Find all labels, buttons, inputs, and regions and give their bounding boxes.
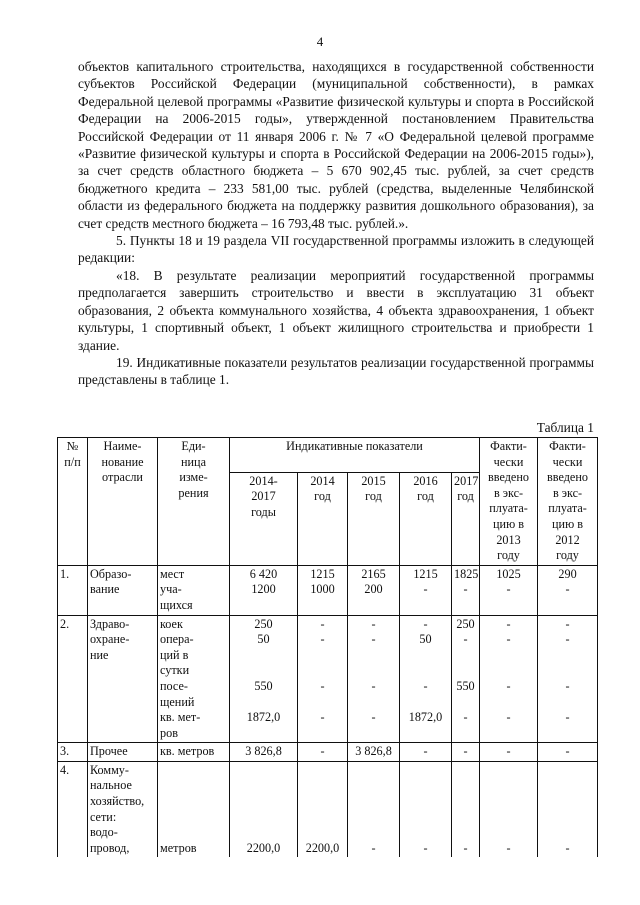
- cell-value: - - - -: [538, 615, 598, 743]
- header-2017: 2017 год: [452, 472, 480, 565]
- cell-sector: Образо- вание: [88, 565, 158, 615]
- cell-unit: кв. метров: [158, 743, 230, 762]
- header-2015: 2015 год: [348, 472, 400, 565]
- paragraph-item-19: 19. Индикативные показатели результатов реализации государственной программы представлены в таблице 1.: [78, 354, 594, 388]
- cell-sector: Здраво- охране- ние: [88, 615, 158, 743]
- cell-value: 2165 200: [348, 565, 400, 615]
- cell-value: - 50 - 1872,0: [400, 615, 452, 743]
- table-row: [58, 761, 598, 857]
- cell-unit: коек опера- ций в сутки посе- щений кв. мет- ров: [158, 615, 230, 743]
- cell-value: -: [298, 743, 348, 762]
- indicators-table: [57, 437, 598, 857]
- cell-sector: Комму- нальное хозяйство, сети: водо- провод,: [88, 761, 158, 857]
- header-row-group: [58, 438, 598, 473]
- cell-value: - - - -: [480, 615, 538, 743]
- cell-value: - - - -: [298, 615, 348, 743]
- header-actual-2013: Факти- чески введено в экс- плуата- цию в 2013 году: [480, 438, 538, 566]
- cell-value: 6 420 1200: [230, 565, 298, 615]
- cell-value: 2200,0: [230, 761, 298, 857]
- cell-value: 290 -: [538, 565, 598, 615]
- cell-value: -: [348, 761, 400, 857]
- cell-value: 1825 -: [452, 565, 480, 615]
- cell-value: 3 826,8: [230, 743, 298, 762]
- cell-sector: Прочее: [88, 743, 158, 762]
- header-2014: 2014 год: [298, 472, 348, 565]
- cell-value: 1025 -: [480, 565, 538, 615]
- cell-value: -: [400, 761, 452, 857]
- cell-value: -: [400, 743, 452, 762]
- cell-value: 3 826,8: [348, 743, 400, 762]
- table-row: [58, 615, 598, 743]
- cell-num: 1.: [58, 565, 88, 615]
- paragraph-item-5: 5. Пункты 18 и 19 раздела VII государственной программы изложить в следующей редакции:: [78, 233, 594, 266]
- header-2016: 2016 год: [400, 472, 452, 565]
- cell-unit: метров: [158, 761, 230, 857]
- header-2014-2017: 2014- 2017 годы: [230, 472, 298, 565]
- cell-value: -: [480, 761, 538, 857]
- header-num: № п/п: [58, 438, 88, 566]
- header-indicators: Индикативные показатели: [230, 438, 480, 473]
- cell-num: 4.: [58, 761, 88, 857]
- cell-value: -: [452, 761, 480, 857]
- header-unit: Еди- ница изме- рения: [158, 438, 230, 566]
- cell-value: 2200,0: [298, 761, 348, 857]
- cell-num: 2.: [58, 615, 88, 743]
- cell-value: - - - -: [348, 615, 400, 743]
- paragraph-continuation: объектов капитального строительства, находящихся в государственной собственности субъектов Российской Федерации (муниципальной собственности), в рамках Федеральной целевой программы «Развитие физической культуры и спорта в Российской Федерации на 2006-2015 годы», утвержденной постановлением Правительства Российской Федерации от 11 января 2006 г. № 7 «О Федеральной целевой программе «Развитие физической культуры и спорта в Российской Федерации на 2006-2015 годы»), за счет средств областного бюджета – 5 670 902,45 тыс. рублей, за счет средств бюджетного кредита – 233 581,00 тыс. рублей (средства, выделенные Челябинской области из федерального бюджета на поддержку развития дошкольного образования), за счет средств местного бюджета – 16 793,48 тыс. рублей.».: [78, 59, 594, 231]
- paragraph-item-18: «18. В результате реализации мероприятий государственной программы предполагается завершить строительство и ввести в эксплуатацию 31 объект образования, 2 объекта коммунального хозяйства, 4 объекта здравоохранения, 1 объект культуры, 1 спортивный объект, 1 объект жилищного строительства и приобрести 1 здание.: [78, 267, 594, 353]
- cell-value: 250 - 550 -: [452, 615, 480, 743]
- table-row: [58, 743, 598, 762]
- table-row: [58, 565, 598, 615]
- cell-value: -: [538, 743, 598, 762]
- header-sector: Наиме- нование отрасли: [88, 438, 158, 566]
- table-caption: Таблица 1: [536, 420, 594, 435]
- cell-value: -: [480, 743, 538, 762]
- cell-unit: мест уча- щихся: [158, 565, 230, 615]
- cell-value: -: [538, 761, 598, 857]
- page-number: 4: [316, 34, 324, 49]
- cell-value: 1215 -: [400, 565, 452, 615]
- cell-value: 250 50 550 1872,0: [230, 615, 298, 743]
- cell-value: -: [452, 743, 480, 762]
- cell-num: 3.: [58, 743, 88, 762]
- body-text: [78, 58, 594, 389]
- cell-value: 1215 1000: [298, 565, 348, 615]
- header-actual-2012: Факти- чески введено в экс- плуата- цию в 2012 году: [538, 438, 598, 566]
